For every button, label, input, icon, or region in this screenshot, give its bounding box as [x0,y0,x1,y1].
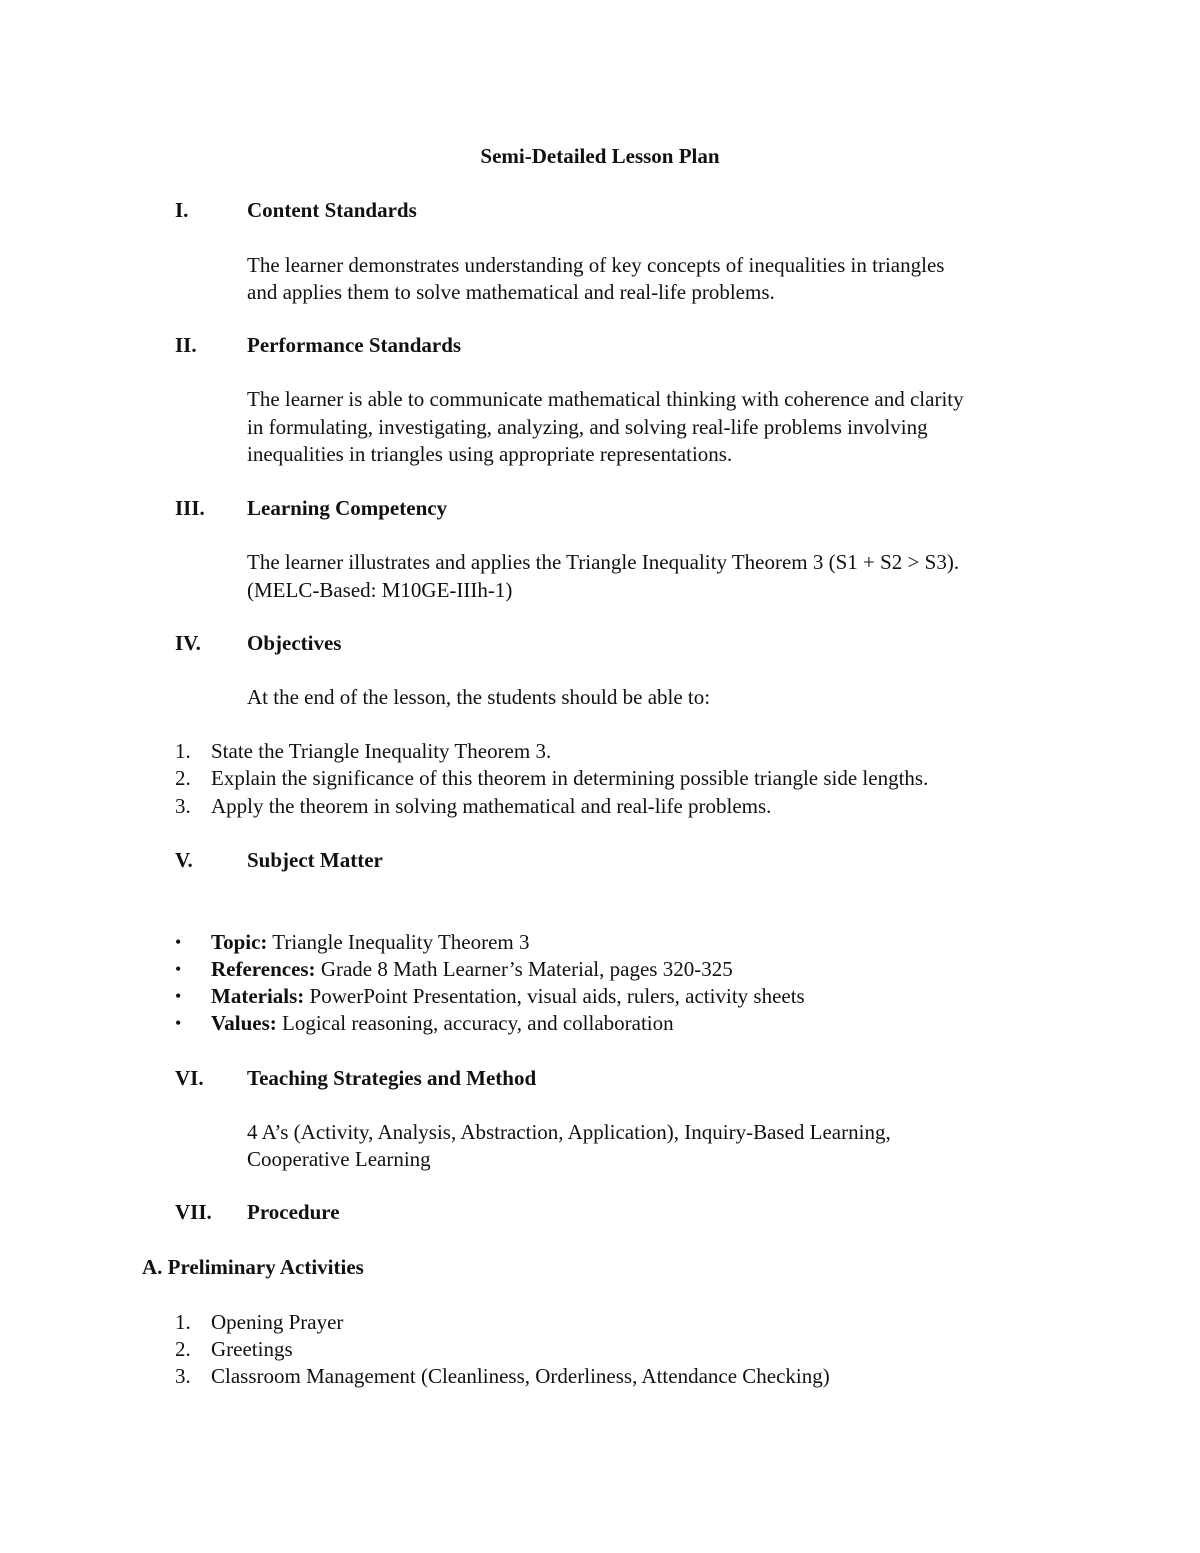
section-heading: Teaching Strategies and Method [247,1066,537,1090]
section-heading: Content Standards [247,198,417,222]
bullet-icon: • [175,1013,182,1033]
list-item: Explain the significance of this theorem in determining possible triangle side lengths. [211,766,929,790]
section-numeral: I. [175,198,189,222]
bullet-item [211,956,733,983]
section-numeral: IV. [175,631,201,655]
section-text-line: 4 A’s (Activity, Analysis, Abstraction, Application), Inquiry-Based Learning, [247,1120,891,1144]
section-text-line: Cooperative Learning [247,1147,431,1171]
section-numeral: II. [175,333,197,357]
bullet-label: Values: [211,1011,277,1035]
list-item-number: 1. [175,739,191,763]
bullet-label: Topic: [211,930,268,954]
bullet-icon: • [175,932,182,952]
bullet-label: References: [211,957,316,981]
section-numeral: III. [175,496,205,520]
section-text-line: (MELC-Based: M10GE-IIIh-1) [247,578,513,602]
list-item: Opening Prayer [211,1310,344,1334]
section-text-line: At the end of the lesson, the students should be able to: [247,685,711,709]
page-title: Semi-Detailed Lesson Plan [480,144,720,168]
subsection-heading: A. Preliminary Activities [142,1255,364,1279]
bullet-text: Logical reasoning, accuracy, and collaboration [276,1011,674,1035]
list-item-number: 3. [175,1364,191,1388]
section-text-line: The learner illustrates and applies the Triangle Inequality Theorem 3 (S1 + S2 > S3). [247,550,960,574]
section-heading: Learning Competency [247,496,448,520]
section-heading: Subject Matter [247,848,383,872]
section-text-line: The learner is able to communicate mathematical thinking with coherence and clarity [247,387,964,411]
section-heading: Performance Standards [247,333,462,357]
bullet-label: Materials: [211,984,305,1008]
list-item-number: 3. [175,794,191,818]
bullet-text: Triangle Inequality Theorem 3 [267,930,530,954]
bullet-item [211,929,530,956]
bullet-item [211,983,805,1010]
section-numeral: V. [175,848,193,872]
section-text-line: and applies them to solve mathematical and real-life problems. [247,280,775,304]
list-item: Apply the theorem in solving mathematical and real-life problems. [211,794,772,818]
list-item-number: 2. [175,1337,191,1361]
section-heading: Objectives [247,631,342,655]
list-item-number: 2. [175,766,191,790]
bullet-text: Grade 8 Math Learner’s Material, pages 320-325 [315,957,733,981]
section-text-line: The learner demonstrates understanding of key concepts of inequalities in triangles [247,253,945,277]
bullet-item [211,1010,674,1037]
list-item-number: 1. [175,1310,191,1334]
list-item: Greetings [211,1337,293,1361]
section-text-line: in formulating, investigating, analyzing, and solving real-life problems involving [247,415,928,439]
bullet-text: PowerPoint Presentation, visual aids, rulers, activity sheets [304,984,805,1008]
bullet-icon: • [175,959,182,979]
list-item: Classroom Management (Cleanliness, Orderliness, Attendance Checking) [211,1364,830,1388]
list-item: State the Triangle Inequality Theorem 3. [211,739,552,763]
section-heading: Procedure [247,1200,340,1224]
section-numeral: VII. [175,1200,212,1224]
section-numeral: VI. [175,1066,204,1090]
section-text-line: inequalities in triangles using appropriate representations. [247,442,733,466]
bullet-icon: • [175,986,182,1006]
